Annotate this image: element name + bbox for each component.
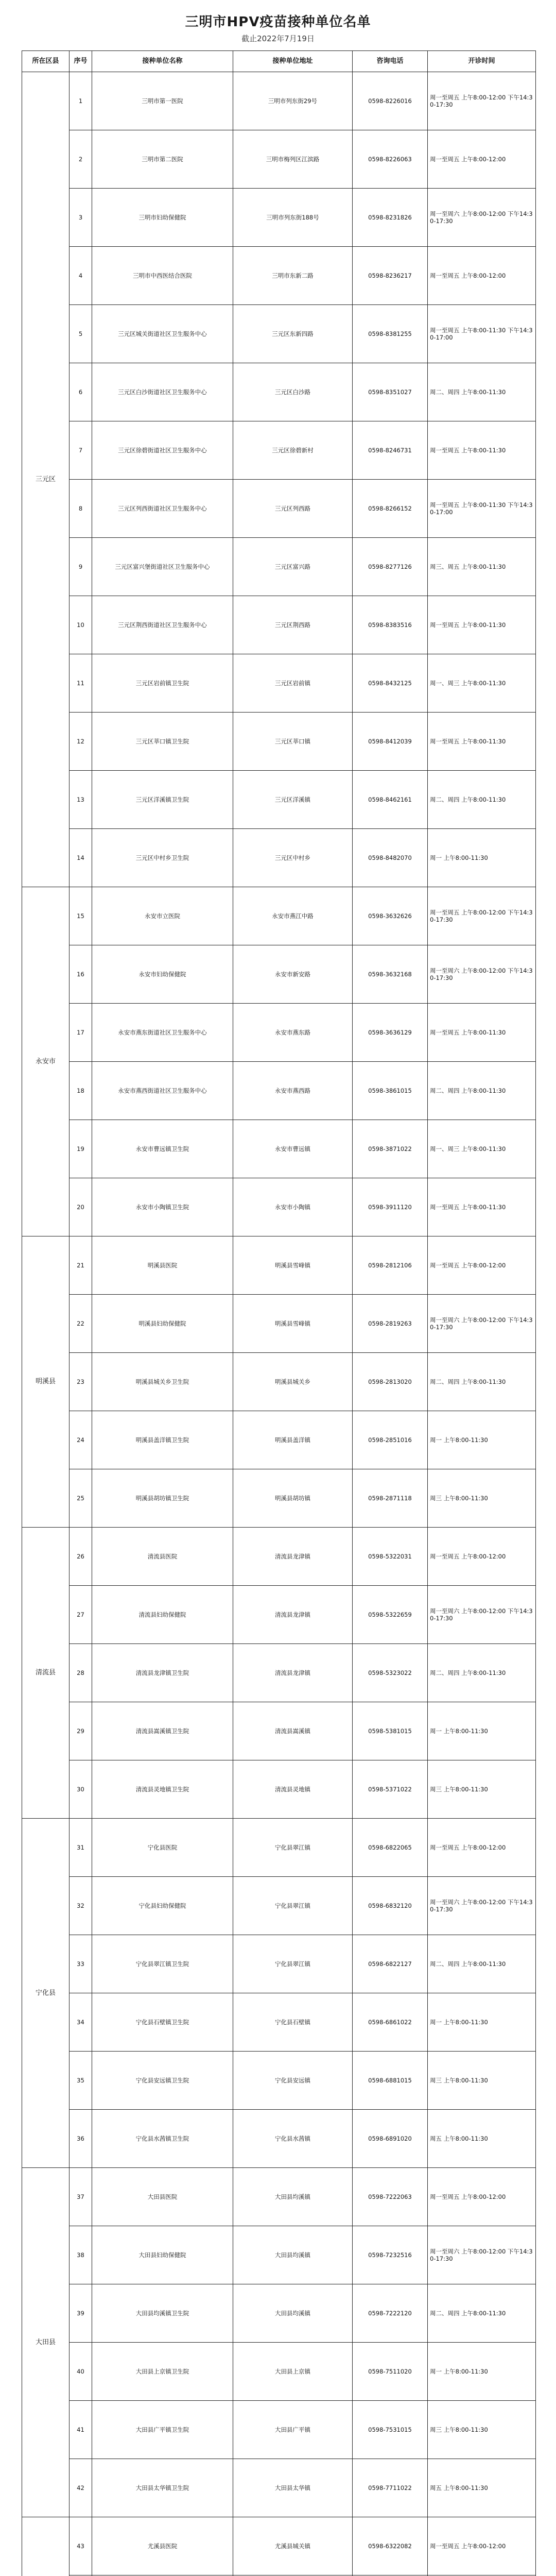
- index-cell: 16: [70, 945, 92, 1004]
- table-row: [22, 771, 536, 829]
- hours-cell: 周一、周三 上午8:00-11:30: [428, 654, 536, 713]
- address-cell: 三明市梅列区江滨路: [233, 130, 353, 189]
- address-cell: 明溪县胡坊镇: [233, 1469, 353, 1528]
- phone-cell: 0598-3871022: [353, 1120, 428, 1178]
- unit-name-cell: 三元区岩前镇卫生院: [92, 654, 233, 713]
- unit-name-cell: 明溪县盖洋镇卫生院: [92, 1411, 233, 1469]
- hours-cell: 周一至周六 上午8:00-12:00 下午14:30-17:30: [428, 1586, 536, 1644]
- address-cell: 大田县均溪镇: [233, 2284, 353, 2343]
- unit-name-cell: 三明市第一医院: [92, 72, 233, 130]
- hours-cell: 周五 上午8:00-11:30: [428, 2110, 536, 2168]
- hours-cell: 周一至周五 上午8:00-11:30 下午14:30-17:00: [428, 305, 536, 363]
- index-cell: 41: [70, 2401, 92, 2459]
- district-cell: 永安市: [22, 887, 70, 1236]
- address-cell: 三明市列东街188号: [233, 189, 353, 247]
- table-row: [22, 247, 536, 305]
- unit-name-cell: 清流县灵地镇卫生院: [92, 1760, 233, 1819]
- table-row: [22, 1004, 536, 1062]
- table-row: [22, 945, 536, 1004]
- hours-cell: 周一至周五 上午8:00-12:00 下午14:30-17:30: [428, 887, 536, 945]
- phone-cell: 0598-2851016: [353, 1411, 428, 1469]
- index-cell: 11: [70, 654, 92, 713]
- index-cell: 3: [70, 189, 92, 247]
- address-cell: 三元区东新四路: [233, 305, 353, 363]
- table-row: [22, 1062, 536, 1120]
- phone-cell: 0598-8482070: [353, 829, 428, 887]
- address-cell: 永安市新安路: [233, 945, 353, 1004]
- index-cell: 36: [70, 2110, 92, 2168]
- address-cell: 大田县均溪镇: [233, 2226, 353, 2284]
- address-cell: 大田县太华镇: [233, 2459, 353, 2517]
- hours-cell: 周一至周五 上午8:00-12:00 下午14:30-17:30: [428, 72, 536, 130]
- index-cell: 24: [70, 1411, 92, 1469]
- unit-name-cell: 三明市第二医院: [92, 130, 233, 189]
- unit-name-cell: 三元区白沙街道社区卫生服务中心: [92, 363, 233, 421]
- address-cell: 清流县龙津镇: [233, 1644, 353, 1702]
- address-cell: 宁化县安远镇: [233, 2052, 353, 2110]
- page-title: 三明市HPV疫苗接种单位名单: [185, 14, 371, 30]
- unit-name-cell: 三元区列西街道社区卫生服务中心: [92, 480, 233, 538]
- hours-cell: 周二、周四 上午8:00-11:30: [428, 363, 536, 421]
- address-cell: 清流县嵩溪镇: [233, 1702, 353, 1760]
- table-row: [22, 480, 536, 538]
- phone-cell: 0598-6891020: [353, 2110, 428, 2168]
- phone-cell: 0598-6822065: [353, 1819, 428, 1877]
- phone-cell: 0598-5381015: [353, 1702, 428, 1760]
- address-cell: 宁化县翠江镇: [233, 1819, 353, 1877]
- table-row: [22, 2226, 536, 2284]
- unit-name-cell: 清流县医院: [92, 1528, 233, 1586]
- hours-cell: 周二、周四 上午8:00-11:30: [428, 1935, 536, 1993]
- phone-cell: 0598-8383516: [353, 596, 428, 654]
- index-cell: 43: [70, 2517, 92, 2575]
- unit-name-cell: 宁化县翠江镇卫生院: [92, 1935, 233, 1993]
- phone-cell: 0598-8462161: [353, 771, 428, 829]
- address-cell: 永安市燕东路: [233, 1004, 353, 1062]
- unit-name-cell: 明溪县城关乡卫生院: [92, 1353, 233, 1411]
- table-body: [22, 72, 536, 2576]
- table-row: [22, 654, 536, 713]
- hours-cell: 周一至周六 上午8:00-12:00 下午14:30-17:30: [428, 1295, 536, 1353]
- address-cell: 三明市东新二路: [233, 247, 353, 305]
- table-row: [22, 2168, 536, 2226]
- hours-cell: 周一至周五 上午8:00-12:00: [428, 2168, 536, 2226]
- index-cell: 33: [70, 1935, 92, 1993]
- address-cell: 三元区白沙路: [233, 363, 353, 421]
- table-row: [22, 1178, 536, 1236]
- table-row: [22, 189, 536, 247]
- vaccination-sites-table: [22, 50, 536, 2576]
- table-header-row: [22, 51, 536, 72]
- index-cell: 31: [70, 1819, 92, 1877]
- address-cell: 明溪县雪峰镇: [233, 1236, 353, 1295]
- hours-cell: 周一、周三 上午8:00-11:30: [428, 1120, 536, 1178]
- hours-cell: 周一至周五 上午8:00-11:30 下午14:30-17:00: [428, 480, 536, 538]
- index-cell: 28: [70, 1644, 92, 1702]
- address-cell: 宁化县水茜镇: [233, 2110, 353, 2168]
- unit-name-cell: 三元区荆西街道社区卫生服务中心: [92, 596, 233, 654]
- address-cell: 三明市列东街29号: [233, 72, 353, 130]
- table-row: [22, 829, 536, 887]
- unit-name-cell: 大田县广平镇卫生院: [92, 2401, 233, 2459]
- address-cell: 三元区岩前镇: [233, 654, 353, 713]
- header-address: 接种单位地址: [233, 51, 353, 72]
- index-cell: 20: [70, 1178, 92, 1236]
- unit-name-cell: 宁化县水茜镇卫生院: [92, 2110, 233, 2168]
- phone-cell: 0598-3861015: [353, 1062, 428, 1120]
- address-cell: 三元区洋溪镇: [233, 771, 353, 829]
- unit-name-cell: 尤溪县医院: [92, 2517, 233, 2575]
- table-row: [22, 363, 536, 421]
- table-row: [22, 2052, 536, 2110]
- index-cell: 7: [70, 421, 92, 480]
- table-row: [22, 421, 536, 480]
- hours-cell: 周三 上午8:00-11:30: [428, 2052, 536, 2110]
- phone-cell: 0598-8231826: [353, 189, 428, 247]
- index-cell: 17: [70, 1004, 92, 1062]
- phone-cell: 0598-3911120: [353, 1178, 428, 1236]
- hours-cell: 周一至周六 上午8:00-12:00 下午14:30-17:30: [428, 945, 536, 1004]
- phone-cell: 0598-2812106: [353, 1236, 428, 1295]
- phone-cell: 0598-6861022: [353, 1993, 428, 2052]
- address-cell: 明溪县雪峰镇: [233, 1295, 353, 1353]
- unit-name-cell: 永安市燕东街道社区卫生服务中心: [92, 1004, 233, 1062]
- table-row: [22, 1295, 536, 1353]
- table-row: [22, 2401, 536, 2459]
- hours-cell: 周一至周五 上午8:00-12:00: [428, 2517, 536, 2575]
- hours-cell: 周一至周六 上午8:00-12:00 下午14:30-17:30: [428, 2226, 536, 2284]
- index-cell: 29: [70, 1702, 92, 1760]
- table-row: [22, 1120, 536, 1178]
- address-cell: 明溪县盖洋镇: [233, 1411, 353, 1469]
- table-row: [22, 538, 536, 596]
- phone-cell: 0598-8277126: [353, 538, 428, 596]
- index-cell: 35: [70, 2052, 92, 2110]
- table-row: [22, 1586, 536, 1644]
- address-cell: 三元区富兴路: [233, 538, 353, 596]
- table-row: [22, 2110, 536, 2168]
- index-cell: 42: [70, 2459, 92, 2517]
- hours-cell: 周一至周五 上午8:00-11:30: [428, 1004, 536, 1062]
- unit-name-cell: 永安市曹远镇卫生院: [92, 1120, 233, 1178]
- header-index: 序号: [70, 51, 92, 72]
- header-district: 所在区县: [22, 51, 70, 72]
- table-row: [22, 1353, 536, 1411]
- address-cell: 三元区中村乡: [233, 829, 353, 887]
- address-cell: 永安市燕江中路: [233, 887, 353, 945]
- phone-cell: 0598-6832120: [353, 1877, 428, 1935]
- index-cell: 18: [70, 1062, 92, 1120]
- phone-cell: 0598-7222120: [353, 2284, 428, 2343]
- phone-cell: 0598-5371022: [353, 1760, 428, 1819]
- hours-cell: 周一至周五 上午8:00-11:30: [428, 1178, 536, 1236]
- phone-cell: 0598-6322082: [353, 2517, 428, 2575]
- address-cell: 大田县上京镇: [233, 2343, 353, 2401]
- phone-cell: 0598-5323022: [353, 1644, 428, 1702]
- address-cell: 三元区列西路: [233, 480, 353, 538]
- phone-cell: 0598-6822127: [353, 1935, 428, 1993]
- table-row: [22, 1236, 536, 1295]
- unit-name-cell: 三元区徐碧街道社区卫生服务中心: [92, 421, 233, 480]
- unit-name-cell: 清流县妇幼保健院: [92, 1586, 233, 1644]
- address-cell: 三元区荆西路: [233, 596, 353, 654]
- phone-cell: 0598-8226016: [353, 72, 428, 130]
- hours-cell: 周一至周六 上午8:00-12:00 下午14:30-17:30: [428, 189, 536, 247]
- unit-name-cell: 明溪县妇幼保健院: [92, 1295, 233, 1353]
- index-cell: 22: [70, 1295, 92, 1353]
- table-row: [22, 1760, 536, 1819]
- hours-cell: 周二、周四 上午8:00-11:30: [428, 1062, 536, 1120]
- index-cell: 8: [70, 480, 92, 538]
- table-row: [22, 2517, 536, 2575]
- hours-cell: 周一至周五 上午8:00-12:00: [428, 1236, 536, 1295]
- index-cell: 30: [70, 1760, 92, 1819]
- phone-cell: 0598-8432125: [353, 654, 428, 713]
- table-row: [22, 1411, 536, 1469]
- index-cell: 26: [70, 1528, 92, 1586]
- district-cell: 清流县: [22, 1528, 70, 1819]
- phone-cell: 0598-6881015: [353, 2052, 428, 2110]
- table-row: [22, 1877, 536, 1935]
- unit-name-cell: 清流县龙津镇卫生院: [92, 1644, 233, 1702]
- index-cell: 21: [70, 1236, 92, 1295]
- address-cell: 宁化县翠江镇: [233, 1935, 353, 1993]
- index-cell: 19: [70, 1120, 92, 1178]
- hours-cell: 周一 上午8:00-11:30: [428, 829, 536, 887]
- phone-cell: 0598-8381255: [353, 305, 428, 363]
- unit-name-cell: 三明市中西医结合医院: [92, 247, 233, 305]
- table-row: [22, 130, 536, 189]
- unit-name-cell: 三元区莘口镇卫生院: [92, 713, 233, 771]
- page-subtitle: 截止2022年7月19日: [241, 34, 315, 43]
- address-cell: 清流县龙津镇: [233, 1528, 353, 1586]
- hours-cell: 周一至周五 上午8:00-12:00: [428, 1819, 536, 1877]
- table-row: [22, 1528, 536, 1586]
- district-cell: 明溪县: [22, 1236, 70, 1528]
- unit-name-cell: 宁化县石壁镇卫生院: [92, 1993, 233, 2052]
- unit-name-cell: 大田县太华镇卫生院: [92, 2459, 233, 2517]
- unit-name-cell: 大田县均溪镇卫生院: [92, 2284, 233, 2343]
- index-cell: 4: [70, 247, 92, 305]
- hours-cell: 周三 上午8:00-11:30: [428, 2401, 536, 2459]
- hours-cell: 周二、周四 上午8:00-11:30: [428, 771, 536, 829]
- index-cell: 34: [70, 1993, 92, 2052]
- phone-cell: 0598-8266152: [353, 480, 428, 538]
- hours-cell: 周三、周五 上午8:00-11:30: [428, 538, 536, 596]
- index-cell: 40: [70, 2343, 92, 2401]
- hours-cell: 周一至周六 上午8:00-12:00 下午14:30-17:30: [428, 1877, 536, 1935]
- table-row: [22, 713, 536, 771]
- address-cell: 永安市曹远镇: [233, 1120, 353, 1178]
- unit-name-cell: 三元区洋溪镇卫生院: [92, 771, 233, 829]
- address-cell: 宁化县石壁镇: [233, 1993, 353, 2052]
- table-row: [22, 72, 536, 130]
- hours-cell: 周一 上午8:00-11:30: [428, 1702, 536, 1760]
- hours-cell: 周一 上午8:00-11:30: [428, 1993, 536, 2052]
- header-hours: 开诊时间: [428, 51, 536, 72]
- hours-cell: 周一至周五 上午8:00-11:30: [428, 713, 536, 771]
- phone-cell: 0598-5322031: [353, 1528, 428, 1586]
- phone-cell: 0598-8226063: [353, 130, 428, 189]
- hours-cell: 周一 上午8:00-11:30: [428, 2343, 536, 2401]
- table-row: [22, 1702, 536, 1760]
- unit-name-cell: 大田县上京镇卫生院: [92, 2343, 233, 2401]
- unit-name-cell: 明溪县胡坊镇卫生院: [92, 1469, 233, 1528]
- unit-name-cell: 三元区城关街道社区卫生服务中心: [92, 305, 233, 363]
- hours-cell: 周一 上午8:00-11:30: [428, 1411, 536, 1469]
- hours-cell: 周五 上午8:00-11:30: [428, 2459, 536, 2517]
- index-cell: 10: [70, 596, 92, 654]
- phone-cell: 0598-3636129: [353, 1004, 428, 1062]
- index-cell: 13: [70, 771, 92, 829]
- table-row: [22, 1993, 536, 2052]
- address-cell: 永安市燕西路: [233, 1062, 353, 1120]
- index-cell: 6: [70, 363, 92, 421]
- phone-cell: 0598-2813020: [353, 1353, 428, 1411]
- index-cell: 25: [70, 1469, 92, 1528]
- district-cell: [22, 2517, 70, 2576]
- phone-cell: 0598-8351027: [353, 363, 428, 421]
- unit-name-cell: 清流县嵩溪镇卫生院: [92, 1702, 233, 1760]
- phone-cell: 0598-8246731: [353, 421, 428, 480]
- table-row: [22, 1469, 536, 1528]
- unit-name-cell: 宁化县安远镇卫生院: [92, 2052, 233, 2110]
- hours-cell: 周三 上午8:00-11:30: [428, 1760, 536, 1819]
- address-cell: 大田县均溪镇: [233, 2168, 353, 2226]
- index-cell: 12: [70, 713, 92, 771]
- phone-cell: 0598-2819263: [353, 1295, 428, 1353]
- hours-cell: 周二、周四 上午8:00-11:30: [428, 2284, 536, 2343]
- district-cell: 三元区: [22, 72, 70, 887]
- address-cell: 大田县广平镇: [233, 2401, 353, 2459]
- index-cell: 9: [70, 538, 92, 596]
- address-cell: 尤溪县城关镇: [233, 2517, 353, 2575]
- phone-cell: 0598-3632168: [353, 945, 428, 1004]
- table-row: [22, 1644, 536, 1702]
- address-cell: 三元区莘口镇: [233, 713, 353, 771]
- table-row: [22, 1819, 536, 1877]
- unit-name-cell: 三明市妇幼保健院: [92, 189, 233, 247]
- unit-name-cell: 永安市妇幼保健院: [92, 945, 233, 1004]
- unit-name-cell: 三元区中村乡卫生院: [92, 829, 233, 887]
- unit-name-cell: 永安市小陶镇卫生院: [92, 1178, 233, 1236]
- hours-cell: 周二、周四 上午8:00-11:30: [428, 1353, 536, 1411]
- address-cell: 清流县灵地镇: [233, 1760, 353, 1819]
- address-cell: 清流县龙津镇: [233, 1586, 353, 1644]
- phone-cell: 0598-8412039: [353, 713, 428, 771]
- hours-cell: 周一至周五 上午8:00-12:00: [428, 247, 536, 305]
- table-row: [22, 1935, 536, 1993]
- unit-name-cell: 宁化县医院: [92, 1819, 233, 1877]
- hours-cell: 周一至周五 上午8:00-11:30: [428, 421, 536, 480]
- index-cell: 5: [70, 305, 92, 363]
- unit-name-cell: 三元区富兴堡街道社区卫生服务中心: [92, 538, 233, 596]
- phone-cell: 0598-7511020: [353, 2343, 428, 2401]
- hours-cell: 周三 上午8:00-11:30: [428, 1469, 536, 1528]
- phone-cell: 0598-2871118: [353, 1469, 428, 1528]
- unit-name-cell: 大田县妇幼保健院: [92, 2226, 233, 2284]
- address-cell: 宁化县翠江镇: [233, 1877, 353, 1935]
- table-row: [22, 2343, 536, 2401]
- index-cell: 15: [70, 887, 92, 945]
- phone-cell: 0598-7531015: [353, 2401, 428, 2459]
- unit-name-cell: 永安市立医院: [92, 887, 233, 945]
- index-cell: 14: [70, 829, 92, 887]
- index-cell: 23: [70, 1353, 92, 1411]
- unit-name-cell: 宁化县妇幼保健院: [92, 1877, 233, 1935]
- hours-cell: 周一至周五 上午8:00-12:00: [428, 1528, 536, 1586]
- address-cell: 永安市小陶镇: [233, 1178, 353, 1236]
- hours-cell: 周一至周五 上午8:00-12:00: [428, 130, 536, 189]
- unit-name-cell: 永安市燕西街道社区卫生服务中心: [92, 1062, 233, 1120]
- hours-cell: 周二、周四 上午8:00-11:30: [428, 1644, 536, 1702]
- phone-cell: 0598-7222063: [353, 2168, 428, 2226]
- unit-name-cell: 明溪县医院: [92, 1236, 233, 1295]
- address-cell: 明溪县城关乡: [233, 1353, 353, 1411]
- phone-cell: 0598-3632626: [353, 887, 428, 945]
- phone-cell: 0598-8236217: [353, 247, 428, 305]
- header-unit-name: 接种单位名称: [92, 51, 233, 72]
- index-cell: 32: [70, 1877, 92, 1935]
- header-phone: 咨询电话: [353, 51, 428, 72]
- table-row: [22, 305, 536, 363]
- phone-cell: 0598-5322659: [353, 1586, 428, 1644]
- district-cell: 宁化县: [22, 1819, 70, 2168]
- index-cell: 39: [70, 2284, 92, 2343]
- hours-cell: 周一至周五 上午8:00-11:30: [428, 596, 536, 654]
- index-cell: 1: [70, 72, 92, 130]
- index-cell: 37: [70, 2168, 92, 2226]
- table-row: [22, 887, 536, 945]
- table-row: [22, 2284, 536, 2343]
- index-cell: 27: [70, 1586, 92, 1644]
- district-cell: 大田县: [22, 2168, 70, 2517]
- index-cell: 2: [70, 130, 92, 189]
- unit-name-cell: 大田县医院: [92, 2168, 233, 2226]
- table-row: [22, 2459, 536, 2517]
- phone-cell: 0598-7232516: [353, 2226, 428, 2284]
- table-row: [22, 596, 536, 654]
- phone-cell: 0598-7711022: [353, 2459, 428, 2517]
- address-cell: 三元区徐碧新村: [233, 421, 353, 480]
- index-cell: 38: [70, 2226, 92, 2284]
